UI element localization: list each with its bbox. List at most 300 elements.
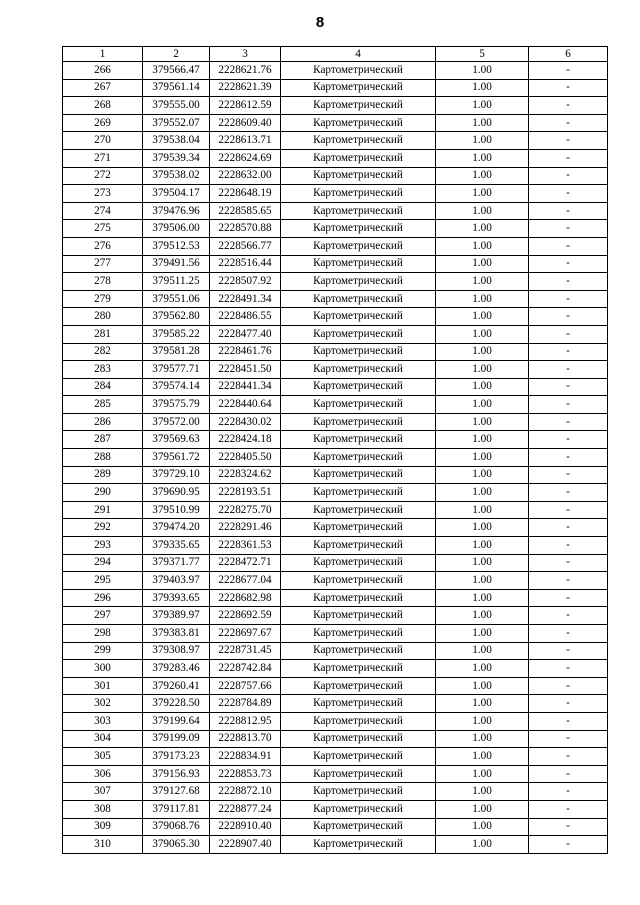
description-cell: - <box>529 800 608 818</box>
point-number-cell: 294 <box>63 554 143 572</box>
method-cell: Картометрический <box>281 607 436 625</box>
description-cell: - <box>529 625 608 643</box>
x-coordinate-cell: 379127.68 <box>143 783 210 801</box>
column-header: 4 <box>281 47 436 62</box>
table-row <box>63 449 608 467</box>
method-cell: Картометрический <box>281 800 436 818</box>
x-coordinate-cell: 379506.00 <box>143 220 210 238</box>
table-row <box>63 818 608 836</box>
y-coordinate-cell: 2228624.69 <box>210 149 281 167</box>
table-row <box>63 308 608 326</box>
table-row <box>63 836 608 854</box>
accuracy-cell: 1.00 <box>436 625 529 643</box>
column-header: 2 <box>143 47 210 62</box>
method-cell: Картометрический <box>281 114 436 132</box>
table-row <box>63 765 608 783</box>
table-row <box>63 79 608 97</box>
table-row <box>63 589 608 607</box>
description-cell: - <box>529 185 608 203</box>
x-coordinate-cell: 379371.77 <box>143 554 210 572</box>
y-coordinate-cell: 2228507.92 <box>210 273 281 291</box>
x-coordinate-cell: 379065.30 <box>143 836 210 854</box>
y-coordinate-cell: 2228632.00 <box>210 167 281 185</box>
x-coordinate-cell: 379581.28 <box>143 343 210 361</box>
method-cell: Картометрический <box>281 361 436 379</box>
description-cell: - <box>529 308 608 326</box>
x-coordinate-cell: 379335.65 <box>143 537 210 555</box>
description-cell: - <box>529 554 608 572</box>
table-row <box>63 607 608 625</box>
method-cell: Картометрический <box>281 97 436 115</box>
description-cell: - <box>529 343 608 361</box>
accuracy-cell: 1.00 <box>436 730 529 748</box>
description-cell: - <box>529 220 608 238</box>
table-row <box>63 677 608 695</box>
y-coordinate-cell: 2228621.39 <box>210 79 281 97</box>
y-coordinate-cell: 2228834.91 <box>210 748 281 766</box>
method-cell: Картометрический <box>281 431 436 449</box>
x-coordinate-cell: 379555.00 <box>143 97 210 115</box>
point-number-cell: 274 <box>63 202 143 220</box>
method-cell: Картометрический <box>281 132 436 150</box>
description-cell: - <box>529 132 608 150</box>
method-cell: Картометрический <box>281 625 436 643</box>
accuracy-cell: 1.00 <box>436 607 529 625</box>
method-cell: Картометрический <box>281 818 436 836</box>
accuracy-cell: 1.00 <box>436 361 529 379</box>
accuracy-cell: 1.00 <box>436 255 529 273</box>
accuracy-cell: 1.00 <box>436 132 529 150</box>
method-cell: Картометрический <box>281 783 436 801</box>
description-cell: - <box>529 62 608 80</box>
accuracy-cell: 1.00 <box>436 325 529 343</box>
description-cell: - <box>529 413 608 431</box>
method-cell: Картометрический <box>281 343 436 361</box>
table-row <box>63 501 608 519</box>
table-body <box>63 62 608 854</box>
accuracy-cell: 1.00 <box>436 501 529 519</box>
description-cell: - <box>529 572 608 590</box>
x-coordinate-cell: 379572.00 <box>143 413 210 431</box>
accuracy-cell: 1.00 <box>436 748 529 766</box>
table-row <box>63 800 608 818</box>
method-cell: Картометрический <box>281 765 436 783</box>
point-number-cell: 309 <box>63 818 143 836</box>
table-row <box>63 343 608 361</box>
y-coordinate-cell: 2228491.34 <box>210 290 281 308</box>
accuracy-cell: 1.00 <box>436 185 529 203</box>
x-coordinate-cell: 379510.99 <box>143 501 210 519</box>
y-coordinate-cell: 2228907.40 <box>210 836 281 854</box>
accuracy-cell: 1.00 <box>436 818 529 836</box>
y-coordinate-cell: 2228477.40 <box>210 325 281 343</box>
point-number-cell: 293 <box>63 537 143 555</box>
accuracy-cell: 1.00 <box>436 396 529 414</box>
table-row <box>63 378 608 396</box>
point-number-cell: 276 <box>63 237 143 255</box>
method-cell: Картометрический <box>281 167 436 185</box>
point-number-cell: 296 <box>63 589 143 607</box>
x-coordinate-cell: 379539.34 <box>143 149 210 167</box>
x-coordinate-cell: 379068.76 <box>143 818 210 836</box>
x-coordinate-cell: 379474.20 <box>143 519 210 537</box>
table-row <box>63 167 608 185</box>
accuracy-cell: 1.00 <box>436 167 529 185</box>
point-number-cell: 306 <box>63 765 143 783</box>
y-coordinate-cell: 2228516.44 <box>210 255 281 273</box>
method-cell: Картометрический <box>281 519 436 537</box>
column-header: 1 <box>63 47 143 62</box>
description-cell: - <box>529 449 608 467</box>
table-row <box>63 325 608 343</box>
accuracy-cell: 1.00 <box>436 114 529 132</box>
x-coordinate-cell: 379383.81 <box>143 625 210 643</box>
accuracy-cell: 1.00 <box>436 783 529 801</box>
method-cell: Картометрический <box>281 290 436 308</box>
table-row <box>63 537 608 555</box>
table-row <box>63 62 608 80</box>
point-number-cell: 290 <box>63 484 143 502</box>
description-cell: - <box>529 677 608 695</box>
accuracy-cell: 1.00 <box>436 290 529 308</box>
x-coordinate-cell: 379512.53 <box>143 237 210 255</box>
accuracy-cell: 1.00 <box>436 449 529 467</box>
description-cell: - <box>529 114 608 132</box>
x-coordinate-cell: 379117.81 <box>143 800 210 818</box>
x-coordinate-cell: 379577.71 <box>143 361 210 379</box>
table-row <box>63 220 608 238</box>
accuracy-cell: 1.00 <box>436 202 529 220</box>
accuracy-cell: 1.00 <box>436 466 529 484</box>
accuracy-cell: 1.00 <box>436 431 529 449</box>
method-cell: Картометрический <box>281 79 436 97</box>
accuracy-cell: 1.00 <box>436 712 529 730</box>
point-number-cell: 267 <box>63 79 143 97</box>
description-cell: - <box>529 255 608 273</box>
x-coordinate-cell: 379569.63 <box>143 431 210 449</box>
x-coordinate-cell: 379574.14 <box>143 378 210 396</box>
y-coordinate-cell: 2228784.89 <box>210 695 281 713</box>
accuracy-cell: 1.00 <box>436 79 529 97</box>
method-cell: Картометрический <box>281 220 436 238</box>
description-cell: - <box>529 202 608 220</box>
y-coordinate-cell: 2228697.67 <box>210 625 281 643</box>
x-coordinate-cell: 379575.79 <box>143 396 210 414</box>
y-coordinate-cell: 2228757.66 <box>210 677 281 695</box>
description-cell: - <box>529 149 608 167</box>
point-number-cell: 283 <box>63 361 143 379</box>
table-row <box>63 730 608 748</box>
y-coordinate-cell: 2228361.53 <box>210 537 281 555</box>
point-number-cell: 292 <box>63 519 143 537</box>
x-coordinate-cell: 379585.22 <box>143 325 210 343</box>
method-cell: Картометрический <box>281 202 436 220</box>
method-cell: Картометрический <box>281 308 436 326</box>
y-coordinate-cell: 2228275.70 <box>210 501 281 519</box>
table-row <box>63 132 608 150</box>
y-coordinate-cell: 2228612.59 <box>210 97 281 115</box>
method-cell: Картометрический <box>281 396 436 414</box>
description-cell: - <box>529 607 608 625</box>
y-coordinate-cell: 2228570.88 <box>210 220 281 238</box>
table-row <box>63 361 608 379</box>
description-cell: - <box>529 273 608 291</box>
table-row <box>63 695 608 713</box>
description-cell: - <box>529 325 608 343</box>
point-number-cell: 280 <box>63 308 143 326</box>
y-coordinate-cell: 2228461.76 <box>210 343 281 361</box>
table-row <box>63 748 608 766</box>
column-header: 6 <box>529 47 608 62</box>
method-cell: Картометрический <box>281 537 436 555</box>
x-coordinate-cell: 379476.96 <box>143 202 210 220</box>
description-cell: - <box>529 836 608 854</box>
description-cell: - <box>529 748 608 766</box>
y-coordinate-cell: 2228430.02 <box>210 413 281 431</box>
accuracy-cell: 1.00 <box>436 537 529 555</box>
description-cell: - <box>529 519 608 537</box>
table-row <box>63 273 608 291</box>
point-number-cell: 270 <box>63 132 143 150</box>
x-coordinate-cell: 379562.80 <box>143 308 210 326</box>
x-coordinate-cell: 379308.97 <box>143 642 210 660</box>
table-row <box>63 519 608 537</box>
description-cell: - <box>529 431 608 449</box>
table-row <box>63 202 608 220</box>
accuracy-cell: 1.00 <box>436 695 529 713</box>
y-coordinate-cell: 2228291.46 <box>210 519 281 537</box>
x-coordinate-cell: 379403.97 <box>143 572 210 590</box>
method-cell: Картометрический <box>281 484 436 502</box>
accuracy-cell: 1.00 <box>436 308 529 326</box>
x-coordinate-cell: 379173.23 <box>143 748 210 766</box>
accuracy-cell: 1.00 <box>436 413 529 431</box>
x-coordinate-cell: 379504.17 <box>143 185 210 203</box>
point-number-cell: 275 <box>63 220 143 238</box>
point-number-cell: 279 <box>63 290 143 308</box>
accuracy-cell: 1.00 <box>436 343 529 361</box>
method-cell: Картометрический <box>281 660 436 678</box>
table-row <box>63 290 608 308</box>
point-number-cell: 305 <box>63 748 143 766</box>
method-cell: Картометрический <box>281 62 436 80</box>
description-cell: - <box>529 818 608 836</box>
point-number-cell: 281 <box>63 325 143 343</box>
accuracy-cell: 1.00 <box>436 220 529 238</box>
x-coordinate-cell: 379228.50 <box>143 695 210 713</box>
column-header: 5 <box>436 47 529 62</box>
point-number-cell: 269 <box>63 114 143 132</box>
column-header: 3 <box>210 47 281 62</box>
description-cell: - <box>529 730 608 748</box>
description-cell: - <box>529 237 608 255</box>
method-cell: Картометрический <box>281 149 436 167</box>
y-coordinate-cell: 2228742.84 <box>210 660 281 678</box>
table-row <box>63 554 608 572</box>
description-cell: - <box>529 290 608 308</box>
method-cell: Картометрический <box>281 712 436 730</box>
y-coordinate-cell: 2228405.50 <box>210 449 281 467</box>
table-row <box>63 660 608 678</box>
accuracy-cell: 1.00 <box>436 237 529 255</box>
accuracy-cell: 1.00 <box>436 765 529 783</box>
point-number-cell: 278 <box>63 273 143 291</box>
x-coordinate-cell: 379389.97 <box>143 607 210 625</box>
description-cell: - <box>529 97 608 115</box>
accuracy-cell: 1.00 <box>436 484 529 502</box>
point-number-cell: 303 <box>63 712 143 730</box>
point-number-cell: 291 <box>63 501 143 519</box>
y-coordinate-cell: 2228566.77 <box>210 237 281 255</box>
point-number-cell: 300 <box>63 660 143 678</box>
point-number-cell: 310 <box>63 836 143 854</box>
accuracy-cell: 1.00 <box>436 836 529 854</box>
accuracy-cell: 1.00 <box>436 62 529 80</box>
x-coordinate-cell: 379511.25 <box>143 273 210 291</box>
page-number: 8 <box>315 14 325 31</box>
accuracy-cell: 1.00 <box>436 572 529 590</box>
x-coordinate-cell: 379538.02 <box>143 167 210 185</box>
point-number-cell: 271 <box>63 149 143 167</box>
description-cell: - <box>529 378 608 396</box>
description-cell: - <box>529 660 608 678</box>
table-row <box>63 185 608 203</box>
description-cell: - <box>529 79 608 97</box>
point-number-cell: 286 <box>63 413 143 431</box>
x-coordinate-cell: 379156.93 <box>143 765 210 783</box>
x-coordinate-cell: 379561.14 <box>143 79 210 97</box>
point-number-cell: 302 <box>63 695 143 713</box>
point-number-cell: 285 <box>63 396 143 414</box>
point-number-cell: 301 <box>63 677 143 695</box>
point-number-cell: 304 <box>63 730 143 748</box>
x-coordinate-cell: 379199.09 <box>143 730 210 748</box>
accuracy-cell: 1.00 <box>436 589 529 607</box>
y-coordinate-cell: 2228682.98 <box>210 589 281 607</box>
y-coordinate-cell: 2228585.65 <box>210 202 281 220</box>
table-row <box>63 431 608 449</box>
y-coordinate-cell: 2228613.71 <box>210 132 281 150</box>
table-row <box>63 712 608 730</box>
x-coordinate-cell: 379690.95 <box>143 484 210 502</box>
method-cell: Картометрический <box>281 185 436 203</box>
y-coordinate-cell: 2228440.64 <box>210 396 281 414</box>
x-coordinate-cell: 379566.47 <box>143 62 210 80</box>
method-cell: Картометрический <box>281 273 436 291</box>
method-cell: Картометрический <box>281 325 436 343</box>
accuracy-cell: 1.00 <box>436 660 529 678</box>
description-cell: - <box>529 695 608 713</box>
table-header-row <box>63 47 608 62</box>
description-cell: - <box>529 712 608 730</box>
point-number-cell: 273 <box>63 185 143 203</box>
description-cell: - <box>529 396 608 414</box>
y-coordinate-cell: 2228692.59 <box>210 607 281 625</box>
y-coordinate-cell: 2228472.71 <box>210 554 281 572</box>
y-coordinate-cell: 2228812.95 <box>210 712 281 730</box>
table-row <box>63 466 608 484</box>
x-coordinate-cell: 379538.04 <box>143 132 210 150</box>
description-cell: - <box>529 537 608 555</box>
point-number-cell: 272 <box>63 167 143 185</box>
point-number-cell: 268 <box>63 97 143 115</box>
point-number-cell: 288 <box>63 449 143 467</box>
description-cell: - <box>529 167 608 185</box>
method-cell: Картометрический <box>281 748 436 766</box>
description-cell: - <box>529 466 608 484</box>
point-number-cell: 307 <box>63 783 143 801</box>
point-number-cell: 289 <box>63 466 143 484</box>
table-row <box>63 255 608 273</box>
method-cell: Картометрический <box>281 642 436 660</box>
method-cell: Картометрический <box>281 466 436 484</box>
y-coordinate-cell: 2228486.55 <box>210 308 281 326</box>
method-cell: Картометрический <box>281 413 436 431</box>
y-coordinate-cell: 2228813.70 <box>210 730 281 748</box>
table-row <box>63 237 608 255</box>
y-coordinate-cell: 2228324.62 <box>210 466 281 484</box>
x-coordinate-cell: 379729.10 <box>143 466 210 484</box>
x-coordinate-cell: 379552.07 <box>143 114 210 132</box>
point-number-cell: 298 <box>63 625 143 643</box>
table-row <box>63 783 608 801</box>
x-coordinate-cell: 379561.72 <box>143 449 210 467</box>
accuracy-cell: 1.00 <box>436 800 529 818</box>
description-cell: - <box>529 361 608 379</box>
y-coordinate-cell: 2228731.45 <box>210 642 281 660</box>
y-coordinate-cell: 2228910.40 <box>210 818 281 836</box>
description-cell: - <box>529 484 608 502</box>
method-cell: Картометрический <box>281 449 436 467</box>
description-cell: - <box>529 783 608 801</box>
accuracy-cell: 1.00 <box>436 378 529 396</box>
point-number-cell: 308 <box>63 800 143 818</box>
accuracy-cell: 1.00 <box>436 519 529 537</box>
point-number-cell: 287 <box>63 431 143 449</box>
table-row <box>63 413 608 431</box>
x-coordinate-cell: 379393.65 <box>143 589 210 607</box>
description-cell: - <box>529 501 608 519</box>
table-row <box>63 97 608 115</box>
x-coordinate-cell: 379551.06 <box>143 290 210 308</box>
y-coordinate-cell: 2228451.50 <box>210 361 281 379</box>
table-row <box>63 642 608 660</box>
y-coordinate-cell: 2228609.40 <box>210 114 281 132</box>
method-cell: Картометрический <box>281 695 436 713</box>
method-cell: Картометрический <box>281 677 436 695</box>
accuracy-cell: 1.00 <box>436 677 529 695</box>
coordinates-table <box>62 46 608 854</box>
y-coordinate-cell: 2228853.73 <box>210 765 281 783</box>
x-coordinate-cell: 379260.41 <box>143 677 210 695</box>
method-cell: Картометрический <box>281 554 436 572</box>
y-coordinate-cell: 2228424.18 <box>210 431 281 449</box>
point-number-cell: 277 <box>63 255 143 273</box>
method-cell: Картометрический <box>281 378 436 396</box>
y-coordinate-cell: 2228648.19 <box>210 185 281 203</box>
description-cell: - <box>529 765 608 783</box>
method-cell: Картометрический <box>281 730 436 748</box>
accuracy-cell: 1.00 <box>436 273 529 291</box>
table-row <box>63 149 608 167</box>
point-number-cell: 266 <box>63 62 143 80</box>
y-coordinate-cell: 2228677.04 <box>210 572 281 590</box>
point-number-cell: 297 <box>63 607 143 625</box>
x-coordinate-cell: 379283.46 <box>143 660 210 678</box>
y-coordinate-cell: 2228441.34 <box>210 378 281 396</box>
x-coordinate-cell: 379199.64 <box>143 712 210 730</box>
description-cell: - <box>529 589 608 607</box>
